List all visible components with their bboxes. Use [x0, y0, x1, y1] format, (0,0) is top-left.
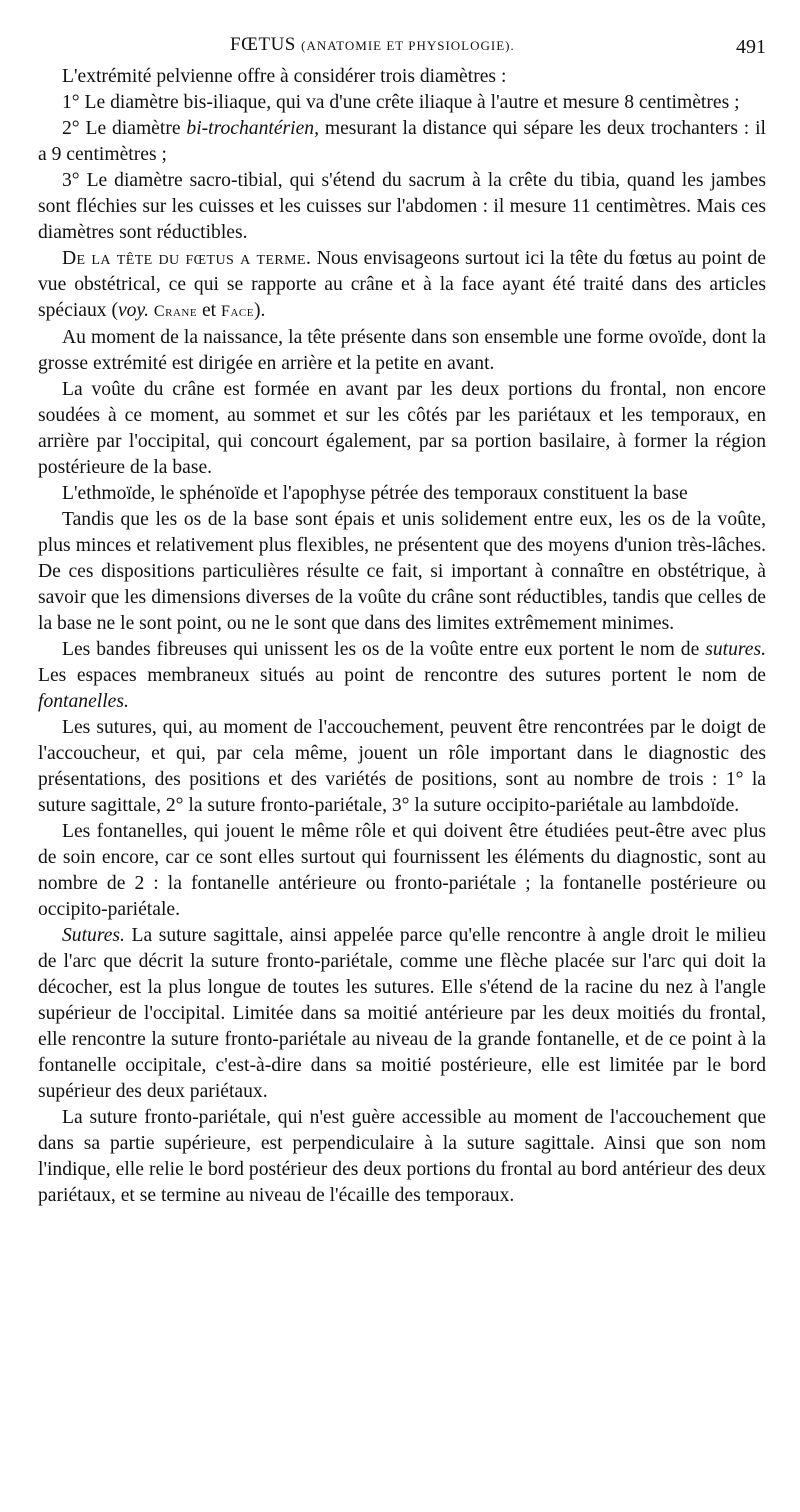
running-title [230, 34, 515, 56]
paragraph: La voûte du crâne est formée en avant par les deux portions du frontal, non encore soudées à ce moment, au sommet et sur les côtés par les pariétaux et les temporaux, en arrière par l'occipital, qui concourt également, par sa portion basilaire, à former la région postérieure de la base. [38, 379, 766, 478]
paragraph [38, 637, 766, 715]
italic-term: bi-trochantérien, [186, 118, 319, 139]
running-header [38, 30, 766, 64]
text-run: Nous envisageons surtout ici la tête du fœtus au point de vue obstétrical, ce qui se rapporte au crâne et à la face ayant été traité dans des articles spéciaux ( [38, 248, 766, 321]
paragraph: Les sutures, qui, au moment de l'accouchement, peuvent être rencontrées par le doigt de l'accoucheur, et qui, par cela même, jouent un rôle important dans le diagnostic des présentations, des positions et des variétés de positions, sont au nombre de trois : 1° la suture sagittale, 2° la suture fronto-pariétale, 3° la suture occipito-pariétale au lambdoïde. [38, 717, 766, 816]
section-heading: De la tête du fœtus a terme. [62, 248, 312, 269]
italic-heading: Sutures. [62, 925, 125, 946]
cross-reference: Crane [153, 303, 198, 320]
text-run: mesurant la distance qui sépare les deux trochanters : il a 9 centimètres ; [38, 118, 766, 165]
title-main: FŒTUS [230, 34, 296, 55]
italic-term: sutures. [705, 639, 766, 660]
cross-reference: Face [221, 303, 254, 320]
paragraph: Tandis que les os de la base sont épais et unis solidement entre eux, les os de la voûte, plus minces et relativement plus flexibles, ne présentent que des moyens d'union très-lâches. De ces dispositions particulières résulte ce fait, si important à connaître en obstétrique, à savoir que les dimensions diverses de la voûte du crâne sont réductibles, tandis que celles de la base ne le sont point, ou ne le sont que dans des limites extrêmement minimes. [38, 509, 766, 634]
page [38, 30, 766, 1209]
paragraph: 1° Le diamètre bis-iliaque, qui va d'une crête iliaque à l'autre et mesure 8 centimètres ; [62, 92, 740, 113]
text-run: La suture sagittale, ainsi appelée parce qu'elle rencontre à angle droit le milieu de l'arc que décrit la suture fronto-pariétale, comme une flèche placée sur l'arc qui doit la décocher, est la plus longue de toutes les sutures. Elle s'étend de la racine du nez à l'angle supérieur de l'occipital. Limitée dans sa moitié antérieure par les deux moitiés du frontal, elle rencontre la suture fronto-pariétale au niveau de la grande fontanelle, et de ce point à la fontanelle occipitale, c'est-à-dire dans sa moitié postérieure, elle est limitée par le bord supérieur des deux pariétaux. [38, 925, 766, 1102]
italic-term: voy. [117, 300, 149, 321]
text-run: Les bandes fibreuses qui unissent les os de la voûte entre eux portent le nom de [62, 639, 706, 660]
title-sub: (ANATOMIE ET PHYSIOLOGIE). [301, 38, 515, 53]
italic-term: fontanelles. [38, 691, 129, 712]
paragraph: Les fontanelles, qui jouent le même rôle et qui doivent être étudiées peut-être avec plus de soin encore, car ce sont elles surtout qui fournissent les éléments du diagnostic, sont au nombre de 2 : la fontanelle antérieure ou fronto-pariétale ; la fontanelle postérieure ou occipito-pariétale. [38, 821, 766, 920]
text-run: ). [253, 300, 266, 321]
paragraph [38, 246, 766, 325]
paragraph [38, 116, 766, 168]
text-run: Les espaces membraneux situés au point de rencontre des sutures portent le nom de [38, 665, 766, 686]
article-body [38, 64, 766, 1209]
text-run: 2° Le diamètre [62, 118, 187, 139]
page-number: 491 [736, 36, 766, 58]
paragraph: Au moment de la naissance, la tête présente dans son ensemble une forme ovoïde, dont la grosse extrémité est dirigée en arrière et la petite en avant. [38, 327, 766, 374]
paragraph: L'extrémité pelvienne offre à considérer trois diamètres : [62, 66, 507, 87]
paragraph: L'ethmoïde, le sphénoïde et l'apophyse pétrée des temporaux constituent la base [62, 483, 688, 504]
paragraph [38, 923, 766, 1105]
paragraph: La suture fronto-pariétale, qui n'est guère accessible au moment de l'accouchement que dans sa partie supérieure, est perpendiculaire à la suture sagittale. Ainsi que son nom l'indique, elle relie le bord postérieur des deux portions du frontal au bord antérieur des deux pariétaux, et se termine au niveau de l'écaille des temporaux. [38, 1107, 766, 1206]
text-run: et [197, 300, 222, 321]
paragraph: 3° Le diamètre sacro-tibial, qui s'étend du sacrum à la crête du tibia, quand les jambes sont fléchies sur les cuisses et les cuisses sur l'abdomen : il mesure 11 centimètres. Mais ces diamètres sont réductibles. [38, 170, 766, 243]
